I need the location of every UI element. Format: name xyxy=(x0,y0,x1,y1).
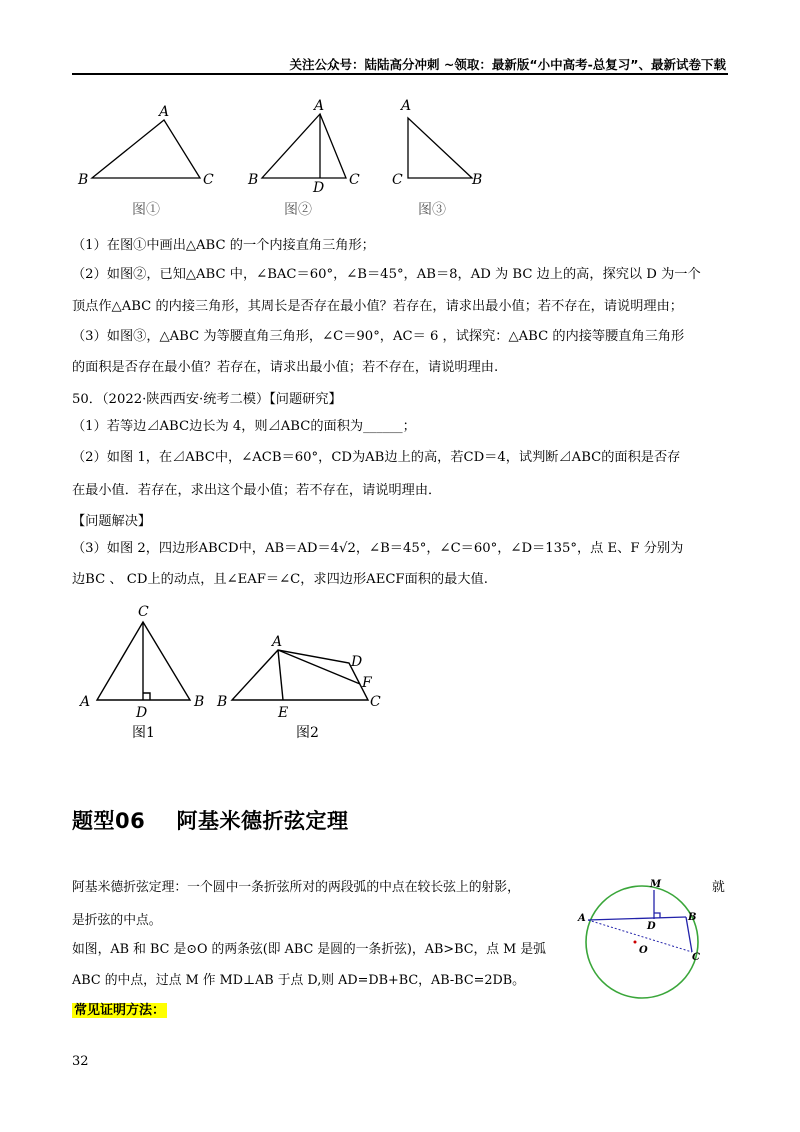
fig1b-right-angle xyxy=(143,693,150,700)
fig2b-caption: 图2 xyxy=(296,725,319,741)
page-header: 关注公众号：陆陆高分冲刺 ~领取：最新版“小中高考-总复习”、最新试卷下载 xyxy=(289,57,726,72)
page-number: 32 xyxy=(72,1054,89,1069)
section-title: 题型06 阿基米德折弦定理 xyxy=(72,809,349,833)
p50-q3-b: 边BC 、 CD上的动点，且∠EAF＝∠C，求四边形AECF面积的最大值. xyxy=(72,572,488,587)
fig2-label-c: C xyxy=(349,172,360,188)
fig2b-label-a: A xyxy=(272,634,283,650)
fig2b-label-e: E xyxy=(278,705,289,721)
fig2-label-b: B xyxy=(248,172,259,188)
circle-label-o: O xyxy=(639,945,648,956)
circle-figure xyxy=(575,872,715,1012)
circle-label-c: C xyxy=(692,952,700,963)
fig1-label-b: B xyxy=(78,172,89,188)
fig2-label-d: D xyxy=(313,180,325,196)
circle-o xyxy=(586,886,698,998)
circle-label-m: M xyxy=(650,879,662,890)
fig1b-label-b: B xyxy=(194,694,205,710)
p49-q3-a: （3）如图③，△ABC 为等腰直角三角形，∠C＝90°，AC＝ 6 ，试探究：△ABC 的内接等腰直角三角形 xyxy=(72,329,685,344)
fig1-triangle xyxy=(92,120,200,178)
fig2-triangle xyxy=(262,114,346,178)
p49-q2-a: （2）如图②，已知△ABC 中，∠BAC＝60°，∠B＝45°，AB＝8，AD 为 BC 边上的高，探究以 D 为一个 xyxy=(72,267,701,282)
p49-q3-b: 的面积是否存在最小值？若存在，请求出最小值；若不存在，请说明理由. xyxy=(72,360,499,375)
fig3-label-a: A xyxy=(401,98,412,114)
theorem-line2: 是折弦的中点。 xyxy=(72,913,162,928)
fig3-triangle xyxy=(408,118,472,178)
fig1-caption: 图① xyxy=(132,202,160,218)
fig3-caption: 图③ xyxy=(418,202,446,218)
p50-q3-a: （3）如图 2，四边形ABCD中，AB＝AD＝4√2，∠B＝45°，∠C＝60°，∠D＝135°，点 E、F 分别为 xyxy=(72,541,684,556)
fig1b-label-c: C xyxy=(138,604,149,620)
circle-label-a: A xyxy=(578,913,586,924)
figures-top xyxy=(70,92,510,224)
fig2b-ae xyxy=(278,650,283,700)
fig1b-label-d: D xyxy=(136,705,148,721)
fig2-label-a: A xyxy=(314,98,325,114)
figures-mid xyxy=(70,600,410,745)
p50-q2-a: （2）如图 1，在⊿ABC中，∠ACB＝60°，CD为AB边上的高，若CD＝4，试判断⊿ABC的面积是否存 xyxy=(72,450,681,465)
fig2b-label-d: D xyxy=(351,654,363,670)
circle-label-b: B xyxy=(688,912,697,923)
p50-heading: 50．（2022·陕西西安·统考二模）【问题研究】 xyxy=(72,392,342,407)
header-rule xyxy=(72,73,728,75)
chord-ab xyxy=(588,917,686,920)
fig2-caption: 图② xyxy=(284,202,312,218)
fig2b-label-f: F xyxy=(362,675,372,691)
fig1-label-a: A xyxy=(159,104,170,120)
theorem-line3: 如图，AB 和 BC 是⊙O 的两条弦(即 ABC 是圆的一条折弦)，AB>BC，点 M 是弧 xyxy=(72,942,546,957)
methods-heading: 常见证明方法： xyxy=(74,1003,166,1018)
fig3-label-b: B xyxy=(472,172,483,188)
p50-subheading: 【问题解决】 xyxy=(72,514,152,529)
fig2b-label-b: B xyxy=(217,694,228,710)
p50-q1: （1）若等边⊿ABC边长为 4，则⊿ABC的面积为______； xyxy=(72,419,416,434)
fig1b-label-a: A xyxy=(80,694,91,710)
fig2b-quad xyxy=(232,650,368,700)
theorem-line1-end: 就 xyxy=(712,880,725,895)
fig2b-af xyxy=(278,650,363,684)
fig2b-label-c: C xyxy=(370,694,381,710)
p49-q1: （1）在图①中画出△ABC 的一个内接直角三角形； xyxy=(72,238,375,253)
p49-q2-b: 顶点作△ABC 的内接三角形，其周长是否存在最小值？若存在，请求出最小值；若不存在，请说明理由； xyxy=(72,299,683,314)
fig1b-caption: 图1 xyxy=(132,725,155,741)
theorem-line4: ABC 的中点，过点 M 作 MD⊥AB 于点 D,则 AD=DB+BC，AB-BC=2DB。 xyxy=(72,973,525,988)
fig1-label-c: C xyxy=(203,172,214,188)
circle-label-d: D xyxy=(647,921,656,932)
center-point xyxy=(634,941,637,944)
fig3-label-c: C xyxy=(392,172,403,188)
methods-wrap xyxy=(72,999,167,1018)
p50-q2-b: 在最小值．若存在，求出这个最小值；若不存在，请说明理由． xyxy=(72,483,442,498)
theorem-line1: 阿基米德折弦定理：一个圆中一条折弦所对的两段弧的中点在较长弦上的射影， xyxy=(72,880,520,895)
